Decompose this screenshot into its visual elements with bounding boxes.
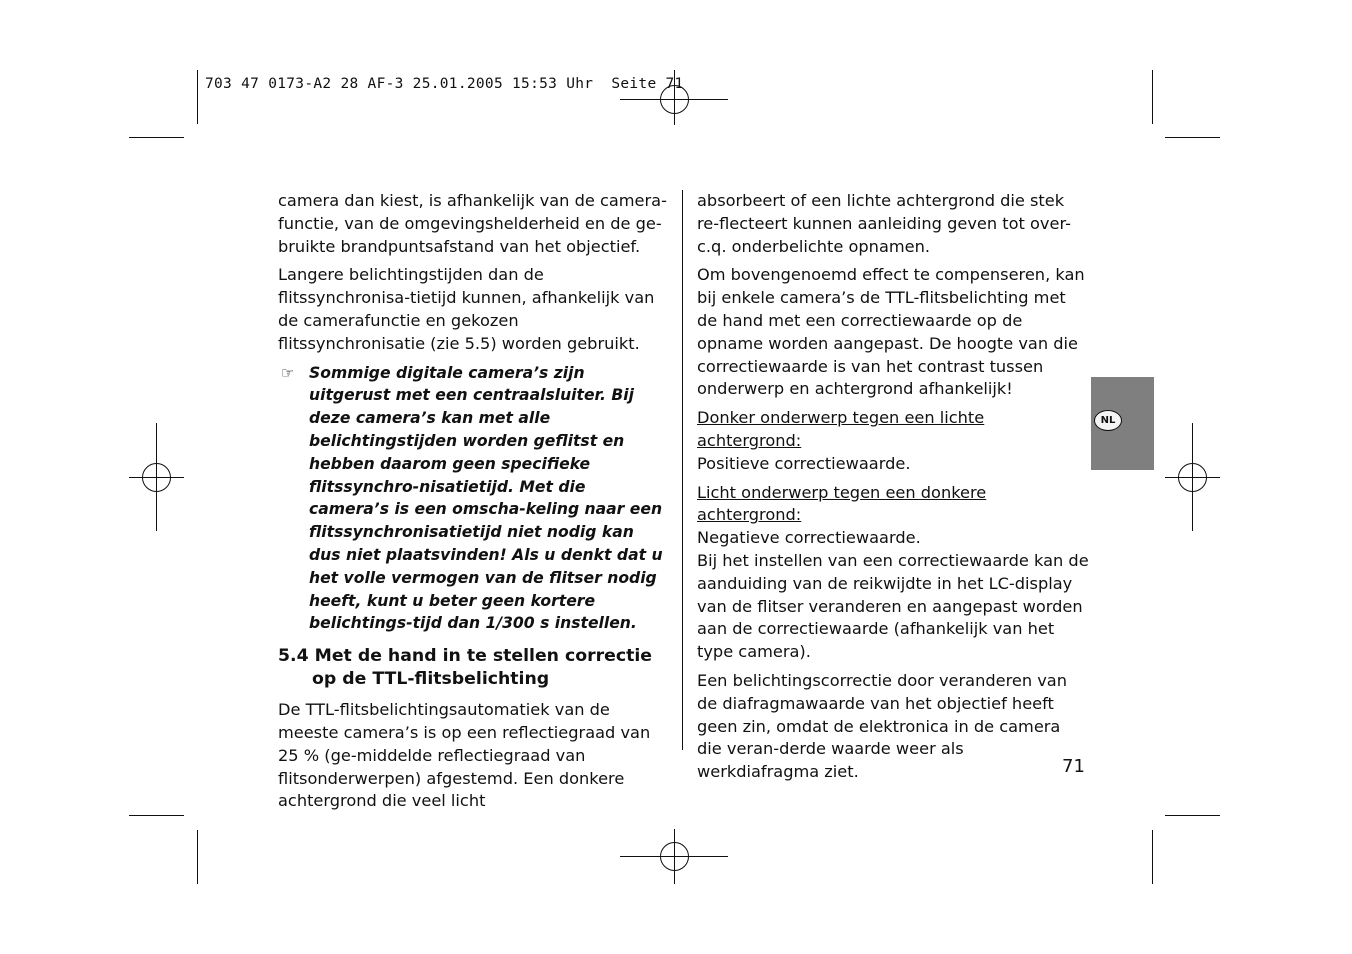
crop-mark xyxy=(197,830,198,884)
crop-mark xyxy=(1165,815,1220,816)
crop-mark xyxy=(129,815,184,816)
case-label: Licht onderwerp tegen een donkere achtergrond: xyxy=(697,482,987,525)
paragraph: Om bovengenoemd effect te compenseren, kan bij enkele camera’s de TTL-flitsbelichting met de hand met een correctiewaarde op de opname worden aangepast. De hoogte van die correctiewaarde is van het contrast tussen onderwerp en achtergrond afhankelijk! xyxy=(697,265,1085,399)
column-divider xyxy=(682,190,683,750)
crop-mark xyxy=(197,70,198,124)
crop-mark xyxy=(1152,70,1153,124)
paragraph: absorbeert of een lichte achtergrond die stek re-flecteert kunnen aanleiding geven tot over- c.q. onderbelichte opnamen. xyxy=(697,191,1071,256)
page-number: 71 xyxy=(1062,756,1085,777)
case-label: Donker onderwerp tegen een lichte achtergrond: xyxy=(697,408,985,450)
case-value: Negatieve correctiewaarde. xyxy=(697,528,921,548)
section-heading: 5.4 Met de hand in te stellen correctie op de TTL-flitsbelichting xyxy=(278,646,653,690)
note-text: Sommige digitale camera’s zijn uitgerust met een centraalsluiter. Bij deze camera’s kan met alle belichtingstijden worden geflitst en hebben daarom geen specifieke flitssynchro-nisatietijd. Met die camera’s is een omscha-keling naar een flitssynchronisatietijd niet nodig kan dus niet plaatsvinden! Als u denkt dat u het volle vermogen van de flitser nodig heeft, kunt u beter geen kortere belichtings-tijd dan 1/300 s instellen. xyxy=(309,363,663,633)
paragraph: Een belichtingscorrectie door veranderen van de diafragmawaarde van het objectief heeft geen zin, omdat de elektronica in de camera die veran-derde waarde weer als werkdiafragma ziet. xyxy=(697,670,1067,782)
paragraph: camera dan kiest, is afhankelijk van de camera-functie, van de omgevingshelderheid en de ge-bruikte brandpuntsafstand van het objectief. xyxy=(278,191,667,256)
paragraph: Langere belichtingstijden dan de flitssynchronisa-tietijd kunnen, afhankelijk van de camerafunctie en gekozen flitssynchronisatie (zie 5.5) worden gebruikt. xyxy=(278,265,655,353)
case-block xyxy=(697,407,1089,475)
language-badge: NL xyxy=(1094,410,1122,431)
case-value: Positieve correctiewaarde. xyxy=(697,453,911,473)
crop-mark xyxy=(129,137,184,138)
print-header: 703 47 0173-A2 28 AF-3 25.01.2005 15:53 Uhr Seite 71 xyxy=(205,76,684,92)
case-block xyxy=(697,482,1089,550)
note-block xyxy=(278,362,670,636)
crop-mark xyxy=(1152,830,1153,884)
pointing-hand-icon: ☞ xyxy=(281,363,295,382)
paragraph: De TTL-flitsbelichtingsautomatiek van de meeste camera’s is op een reflectiegraad van 25 % (ge-middelde reflectiegraad van flitsonderwerpen) afgestemd. Een donkere achtergrond die veel licht xyxy=(278,700,651,811)
crop-mark xyxy=(1165,137,1220,138)
right-column xyxy=(697,190,1089,790)
paragraph: Bij het instellen van een correctiewaarde kan de aanduiding van de reikwijdte in het LC-display van de flitser veranderen en aangepast worden aan de correctiewaarde (afhankelijk van het type camera). xyxy=(697,550,1089,662)
left-column xyxy=(278,190,670,819)
